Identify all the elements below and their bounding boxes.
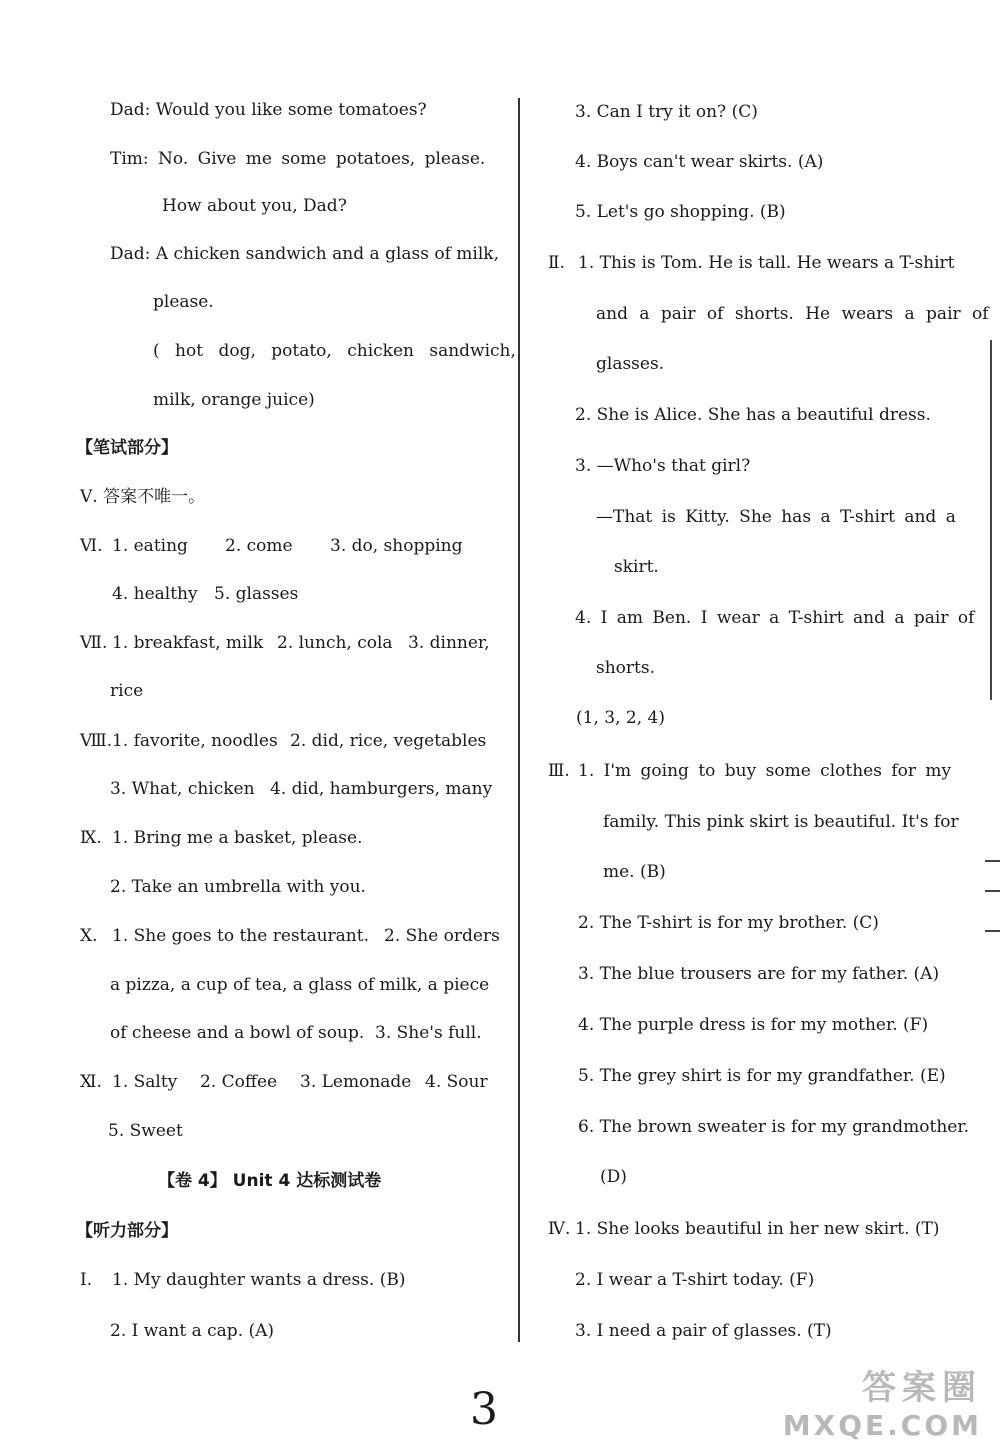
question-number: Ⅵ.	[80, 536, 103, 556]
watermark-url: MXQE.COM	[782, 1409, 982, 1442]
answer-item: 2. I want a cap. (A)	[110, 1321, 275, 1341]
dialog-line: ( hot dog, potato, chicken sandwich,	[153, 341, 516, 361]
dialog-line: Dad: Would you like some tomatoes?	[110, 100, 427, 120]
answer-item: 3. Lemonade	[300, 1072, 412, 1092]
answer-item: rice	[110, 681, 144, 701]
question-number: Ⅲ.	[548, 761, 570, 781]
answer-item: me. (B)	[603, 862, 666, 882]
question-number: Ⅹ.	[80, 926, 98, 946]
answer-item: 3. do, shopping	[330, 536, 463, 556]
answer-item: 2. Coffee	[200, 1072, 278, 1092]
question-number: Ⅰ.	[80, 1270, 93, 1290]
answer-item: of cheese and a bowl of soup.	[110, 1023, 365, 1043]
question-number: Ⅺ.	[80, 1072, 102, 1092]
answer-item: 1. eating	[112, 536, 188, 556]
paper-title: 【卷 4】 Unit 4 达标测试卷	[158, 1171, 382, 1191]
answer-item: 1. My daughter wants a dress. (B)	[112, 1270, 406, 1290]
answer-item: 2. did, rice, vegetables	[290, 731, 487, 751]
answer-item: 1. She looks beautiful in her new skirt. (T)	[575, 1219, 940, 1239]
section-heading: 【笔试部分】	[76, 438, 178, 458]
answer-item: —That is Kitty. She has a T-shirt and a	[596, 507, 956, 527]
question-number: Ⅶ.	[80, 633, 108, 653]
answer-item: 1. This is Tom. He is tall. He wears a T-shirt	[578, 253, 955, 273]
dialog-line: Dad: A chicken sandwich and a glass of milk,	[110, 244, 499, 264]
answer-item: shorts.	[596, 658, 655, 678]
answer-item: 3. dinner,	[408, 633, 490, 653]
page-number: 3	[470, 1384, 498, 1435]
answer-item: family. This pink skirt is beautiful. It's for	[603, 812, 959, 832]
answer-item: 5. Sweet	[108, 1121, 183, 1141]
dialog-line: please.	[153, 292, 214, 312]
answer-item: 2. come	[225, 536, 293, 556]
edge-mark	[985, 860, 1000, 862]
answer-item: 1. Salty	[112, 1072, 178, 1092]
dialog-line: Tim: No. Give me some potatoes, please.	[110, 149, 486, 169]
answer-item: 3. She's full.	[375, 1023, 482, 1043]
answer-item: 1. She goes to the restaurant.	[112, 926, 369, 946]
answer-item: and a pair of shorts. He wears a pair of	[596, 304, 989, 324]
answer-item: 2. She is Alice. She has a beautiful dress.	[575, 405, 931, 425]
answer-item: 2. Take an umbrella with you.	[110, 877, 366, 897]
answer-item: 2. I wear a T-shirt today. (F)	[575, 1270, 815, 1290]
dialog-line: How about you, Dad?	[162, 196, 347, 216]
answer-item: 4. Sour	[425, 1072, 488, 1092]
watermark-logo: 答案圈	[862, 1368, 982, 1408]
answer-item: 4. Boys can't wear skirts. (A)	[575, 152, 824, 172]
edge-mark	[985, 890, 1000, 892]
answer-item: 5. Let's go shopping. (B)	[575, 202, 786, 222]
question-number: Ⅱ.	[548, 253, 565, 273]
watermark	[783, 1360, 982, 1442]
answer-item: 2. She orders	[384, 926, 500, 946]
question-number: Ⅷ.	[80, 731, 113, 751]
section-heading: 【听力部分】	[76, 1221, 178, 1241]
answer-item: 2. The T-shirt is for my brother. (C)	[578, 913, 879, 933]
answer-item: 3. The blue trousers are for my father. (A)	[578, 964, 940, 984]
answer-item: 1. breakfast, milk	[112, 633, 264, 653]
answer-item: 5. glasses	[214, 584, 299, 604]
dialog-line: milk, orange juice)	[153, 390, 315, 410]
answer-item: 2. lunch, cola	[277, 633, 393, 653]
answer-item: 3. What, chicken	[110, 779, 255, 799]
answer-item: (1, 3, 2, 4)	[576, 708, 665, 728]
answer-item: (D)	[600, 1167, 627, 1187]
question-number: Ⅸ.	[80, 828, 102, 848]
answer-item: 1. I'm going to buy some clothes for my	[578, 761, 952, 781]
edge-mark	[990, 340, 992, 700]
answer-item: 1. favorite, noodles	[112, 731, 278, 751]
answer-line: Ⅴ. 答案不唯一。	[80, 487, 206, 507]
answer-item: 1. Bring me a basket, please.	[112, 828, 363, 848]
question-number: Ⅳ.	[548, 1219, 571, 1239]
answer-item: 3. —Who's that girl?	[575, 456, 751, 476]
answer-item: 4. I am Ben. I wear a T-shirt and a pair of	[575, 608, 975, 628]
answer-item: skirt.	[614, 557, 659, 577]
answer-item: glasses.	[596, 354, 665, 374]
answer-item: 4. The purple dress is for my mother. (F)	[578, 1015, 929, 1035]
answer-item: 3. Can I try it on? (C)	[575, 102, 758, 122]
column-divider	[518, 98, 520, 1342]
answer-item: 5. The grey shirt is for my grandfather. (E)	[578, 1066, 946, 1086]
answer-item: 3. I need a pair of glasses. (T)	[575, 1321, 832, 1341]
answer-item: a pizza, a cup of tea, a glass of milk, a piece	[110, 975, 490, 995]
answer-item: 4. did, hamburgers, many	[270, 779, 493, 799]
edge-mark	[985, 930, 1000, 932]
answer-item: 4. healthy	[112, 584, 198, 604]
answer-item: 6. The brown sweater is for my grandmother.	[578, 1117, 969, 1137]
